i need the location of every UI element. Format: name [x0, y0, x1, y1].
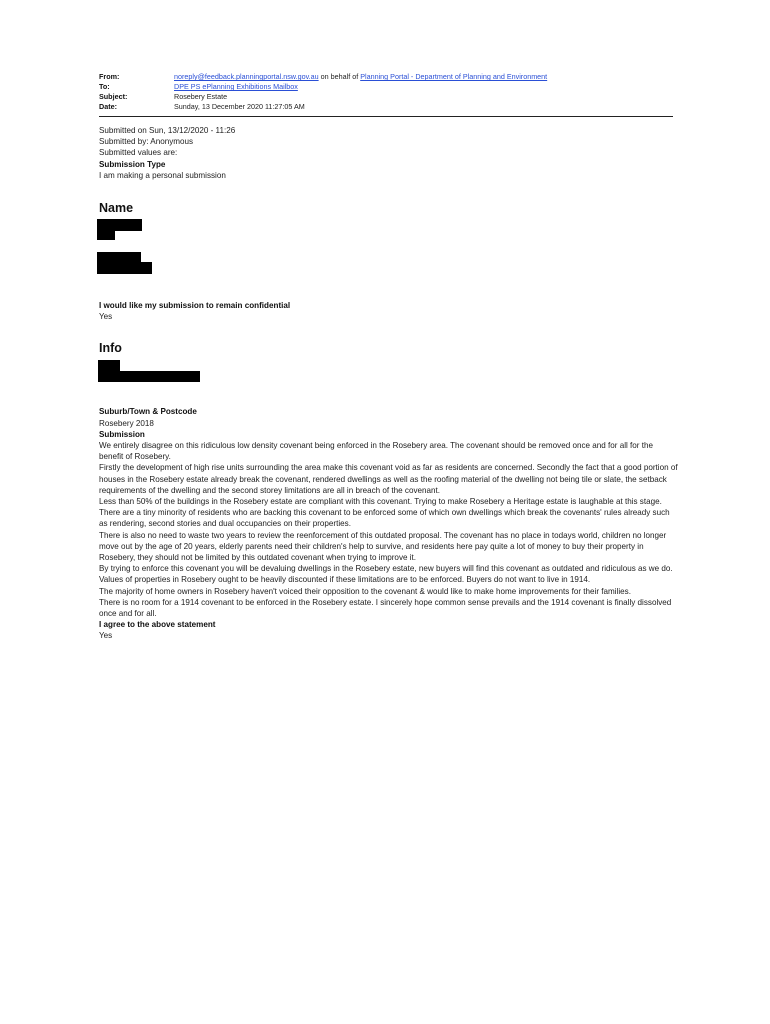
confidential-label: I would like my submission to remain confidential [99, 301, 291, 311]
header-divider [99, 116, 673, 117]
submission-paragraph: There are a tiny minority of residents who are backing this covenant to be enforced some of which own dwellings which break the covenants' rules already such as rendering, second stories and dual occupancies on their properties. [99, 508, 670, 529]
submission-paragraph: There is no room for a 1914 covenant to be enforced in the Rosebery estate. I sincerely hope common sense prevails and the 1914 covenant is finally dissolved once and for all. [99, 597, 672, 619]
submission-paragraph: Less than 50% of the buildings in the Rosebery estate are compliant with this covenant. Trying to make Rosebery a Heritage estate is laughable at this stage. [99, 497, 662, 507]
redaction-box [97, 228, 115, 240]
from-address-link[interactable]: noreply@feedback.planningportal.nsw.gov.au [174, 72, 319, 81]
submission-type-value: I am making a personal submission [99, 170, 226, 180]
suburb-value: Rosebery 2018 [99, 418, 154, 428]
email-header [99, 72, 673, 112]
confidential-value: Yes [99, 312, 113, 322]
redaction-box [97, 262, 152, 274]
submission-type-label: Submission Type [99, 159, 166, 169]
date-label: Date: [99, 102, 117, 111]
submission-paragraph: Firstly the development of high rise units surrounding the area make this covenant void as far as residents are concerned. Secondly the fact that a good portion of houses in the Rosebery estate already break the covenant, rendered dwellings as well as the roofing material of the dwelling not being tile or slate, the setback requirements of the dwelling and the second storey limitations are all in breach of the covenant. [99, 463, 678, 495]
submission-paragraph: There is also no need to waste two years to review the reenforcement of this outdated proposal. The covenant has no place in todays world, children no longer move out by the age of 20 years, elderly parents need their children's help to survive, and residents here pay quite a lot of money to buy their property in Rosebery, they should not be limited by this outdated covenant when trying to improve it. [99, 530, 667, 563]
subject-row [99, 92, 673, 102]
agree-value: Yes [99, 631, 113, 641]
email-body [99, 124, 679, 642]
submission-paragraph: We entirely disagree on this ridiculous low density covenant being enforced in the Rosebery area. The covenant should be removed once and for all for the benefit of Rosebery. [99, 441, 654, 462]
info-redaction-block [99, 356, 679, 406]
date-value: Sunday, 13 December 2020 11:27:05 AM [174, 102, 305, 111]
to-label: To: [99, 82, 110, 91]
to-link[interactable]: DPE PS ePlanning Exhibitions Mailbox [174, 82, 298, 91]
name-heading: Name [99, 201, 134, 216]
redaction-box [98, 371, 200, 382]
submission-label: Submission [99, 429, 145, 439]
date-row [99, 102, 673, 112]
from-row [99, 72, 673, 82]
on-behalf-text: on behalf of [318, 72, 361, 81]
info-heading: Info [99, 341, 122, 356]
to-row [99, 82, 673, 92]
submission-paragraph: The majority of home owners in Rosebery haven't voiced their opposition to the covenant & would like to make home improvements for their families. [99, 586, 631, 596]
subject-label: Subject: [99, 92, 128, 101]
submitted-on: Submitted on Sun, 13/12/2020 - 11:26 [99, 126, 236, 135]
submission-paragraph: By trying to enforce this covenant you will be devaluing dwellings in the Rosebery estate, new buyers will find this covenant as outdated and ridiculous as we do. Values of properties in Rosebery ought to be heavily discounted if these limitations are to be enforced. Buyers do not want to live in 1914. [99, 564, 673, 585]
submitted-values: Submitted values are: [99, 148, 178, 158]
name-redaction-block [99, 216, 679, 300]
agree-label: I agree to the above statement [99, 620, 216, 630]
submitted-by: Submitted by: Anonymous [99, 137, 194, 147]
subject-value: Rosebery Estate [174, 92, 228, 101]
from-org-link[interactable]: Planning Portal - Department of Planning and Environment [360, 72, 548, 81]
suburb-label: Suburb/Town & Postcode [99, 407, 197, 417]
from-label: From: [99, 72, 120, 81]
